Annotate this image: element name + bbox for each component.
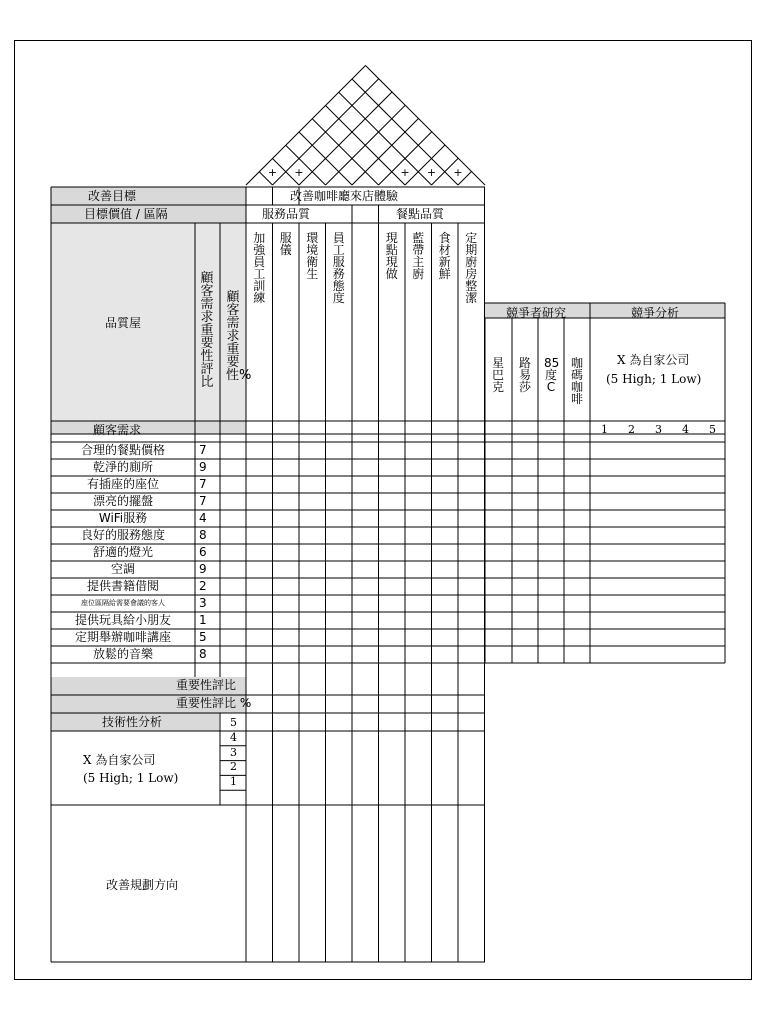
customer-needs-fill	[51, 421, 246, 437]
project-title: 改善咖啡廳來店體驗	[290, 189, 399, 203]
quality-house-label: 品質屋	[105, 316, 142, 330]
tech-scale-tick: 1	[230, 775, 237, 789]
customer-requirement-rating: 1	[199, 613, 207, 627]
analysis-scale-tick: 2	[628, 423, 635, 436]
customer-requirement-rating: 2	[199, 579, 207, 593]
customer-requirement-name: 有插座的座位	[86, 477, 159, 491]
importance-rating-header: 顧客需求重要性評比	[200, 271, 214, 390]
roof-diagonal	[312, 119, 378, 185]
competitive-analysis-title: 競爭分析	[631, 306, 680, 320]
customer-requirement-name: 提供玩具給小朋友	[74, 613, 171, 627]
roof-plus-mark: +	[426, 165, 437, 179]
customer-requirement-name: 乾淨的廁所	[92, 460, 153, 474]
analysis-scale-tick: 4	[682, 423, 689, 436]
customer-requirement-rating: 9	[199, 460, 207, 474]
customer-requirement-rating: 8	[199, 647, 207, 661]
tech-requirement-8: 食材新鮮	[438, 231, 451, 281]
analysis-scale-tick: 5	[709, 423, 716, 436]
customer-requirement-name: 良好的服務態度	[80, 528, 165, 542]
customer-requirement-rating: 3	[199, 596, 207, 610]
customer-requirement-rating: 4	[199, 511, 207, 525]
tech-requirement-2: 服儀	[279, 231, 292, 257]
customer-requirement-rating: 9	[199, 562, 207, 576]
customer-requirement-name: WiFi服務	[98, 511, 148, 525]
analysis-scale-tick: 1	[601, 423, 608, 436]
tech-requirement-6: 現點現做	[385, 231, 398, 281]
customer-requirement-name: 座位區隔給需要會議的客人	[81, 599, 165, 607]
analysis-scale-tick: 3	[655, 423, 662, 436]
competitor-name: 星巴克	[491, 356, 504, 394]
customer-requirement-name: 合理的餐點價格	[80, 443, 165, 457]
customer-requirement-name: 放鬆的音樂	[92, 647, 153, 661]
roof-edge	[246, 66, 366, 186]
customer-requirement-rating: 7	[199, 494, 207, 508]
customer-requirement-rating: 7	[199, 477, 207, 491]
tech-requirement-4: 員工服務態度	[332, 231, 345, 305]
customer-requirement-rating: 7	[199, 443, 207, 457]
importance-pct-row-label: 重要性評比 %	[176, 696, 252, 710]
tech-scale-tick: 5	[230, 716, 237, 729]
tech-scale-tick: 4	[230, 730, 237, 744]
customer-requirement-rating: 8	[199, 528, 207, 542]
tech-analysis-label: 技術性分析	[102, 715, 163, 729]
customer-requirement-name: 漂亮的擺盤	[92, 494, 153, 508]
roof-plus-mark: +	[400, 165, 410, 179]
roof-edge	[366, 66, 486, 186]
competitor-name: 85度C	[544, 356, 560, 394]
tech-analysis-line2: (5 High; 1 Low)	[83, 771, 179, 785]
customer-requirement-name: 空調	[110, 562, 135, 576]
roof-diagonal	[299, 92, 392, 185]
customer-requirement-rating: 5	[199, 630, 207, 644]
competitor-name: 路易莎	[518, 356, 531, 394]
improvement-goal-fill	[51, 187, 246, 205]
competitor-research-title: 競爭者研究	[506, 306, 567, 320]
tech-scale-tick: 2	[230, 760, 237, 774]
customer-requirement-rating: 6	[199, 545, 207, 559]
analysis-line1: X 為自家公司	[617, 353, 690, 367]
customer-requirement-name: 提供書籍借閱	[86, 579, 159, 593]
tech-requirement-9: 定期廚房整潔	[465, 231, 478, 305]
tech-scale-tick: 3	[230, 745, 237, 759]
target-value-label: 目標價值 / 區隔	[84, 207, 168, 221]
roof-plus-mark: +	[294, 165, 304, 179]
tech-analysis-line1: X 為自家公司	[83, 753, 156, 767]
tech-requirement-1: 加強員工訓練	[253, 231, 266, 305]
roof-diagonal	[339, 92, 432, 185]
food-quality-group: 餐點品質	[396, 207, 445, 221]
roof-plus-mark: +	[267, 165, 278, 179]
customer-requirement-name: 舒適的燈光	[92, 545, 153, 559]
importance-rating-row-label: 重要性評比	[176, 678, 237, 692]
competitor-name: 咖碼咖啡	[570, 356, 583, 406]
customer-requirement-name: 定期舉辦咖啡講座	[74, 630, 171, 644]
analysis-line2: (5 High; 1 Low)	[606, 372, 702, 386]
service-quality-group: 服務品質	[262, 207, 311, 221]
roof-plus-mark: +	[453, 165, 463, 179]
importance-pct-header: 顧客需求重要性%	[226, 290, 252, 383]
improvement-goal-label: 改善目標	[88, 189, 137, 203]
tech-requirement-7: 藍帶主廚	[412, 231, 425, 281]
improvement-direction-label: 改善規劃方向	[106, 878, 179, 892]
tech-requirement-3: 環境衛生	[306, 231, 319, 281]
customer-needs-label: 顧客需求	[93, 423, 142, 437]
